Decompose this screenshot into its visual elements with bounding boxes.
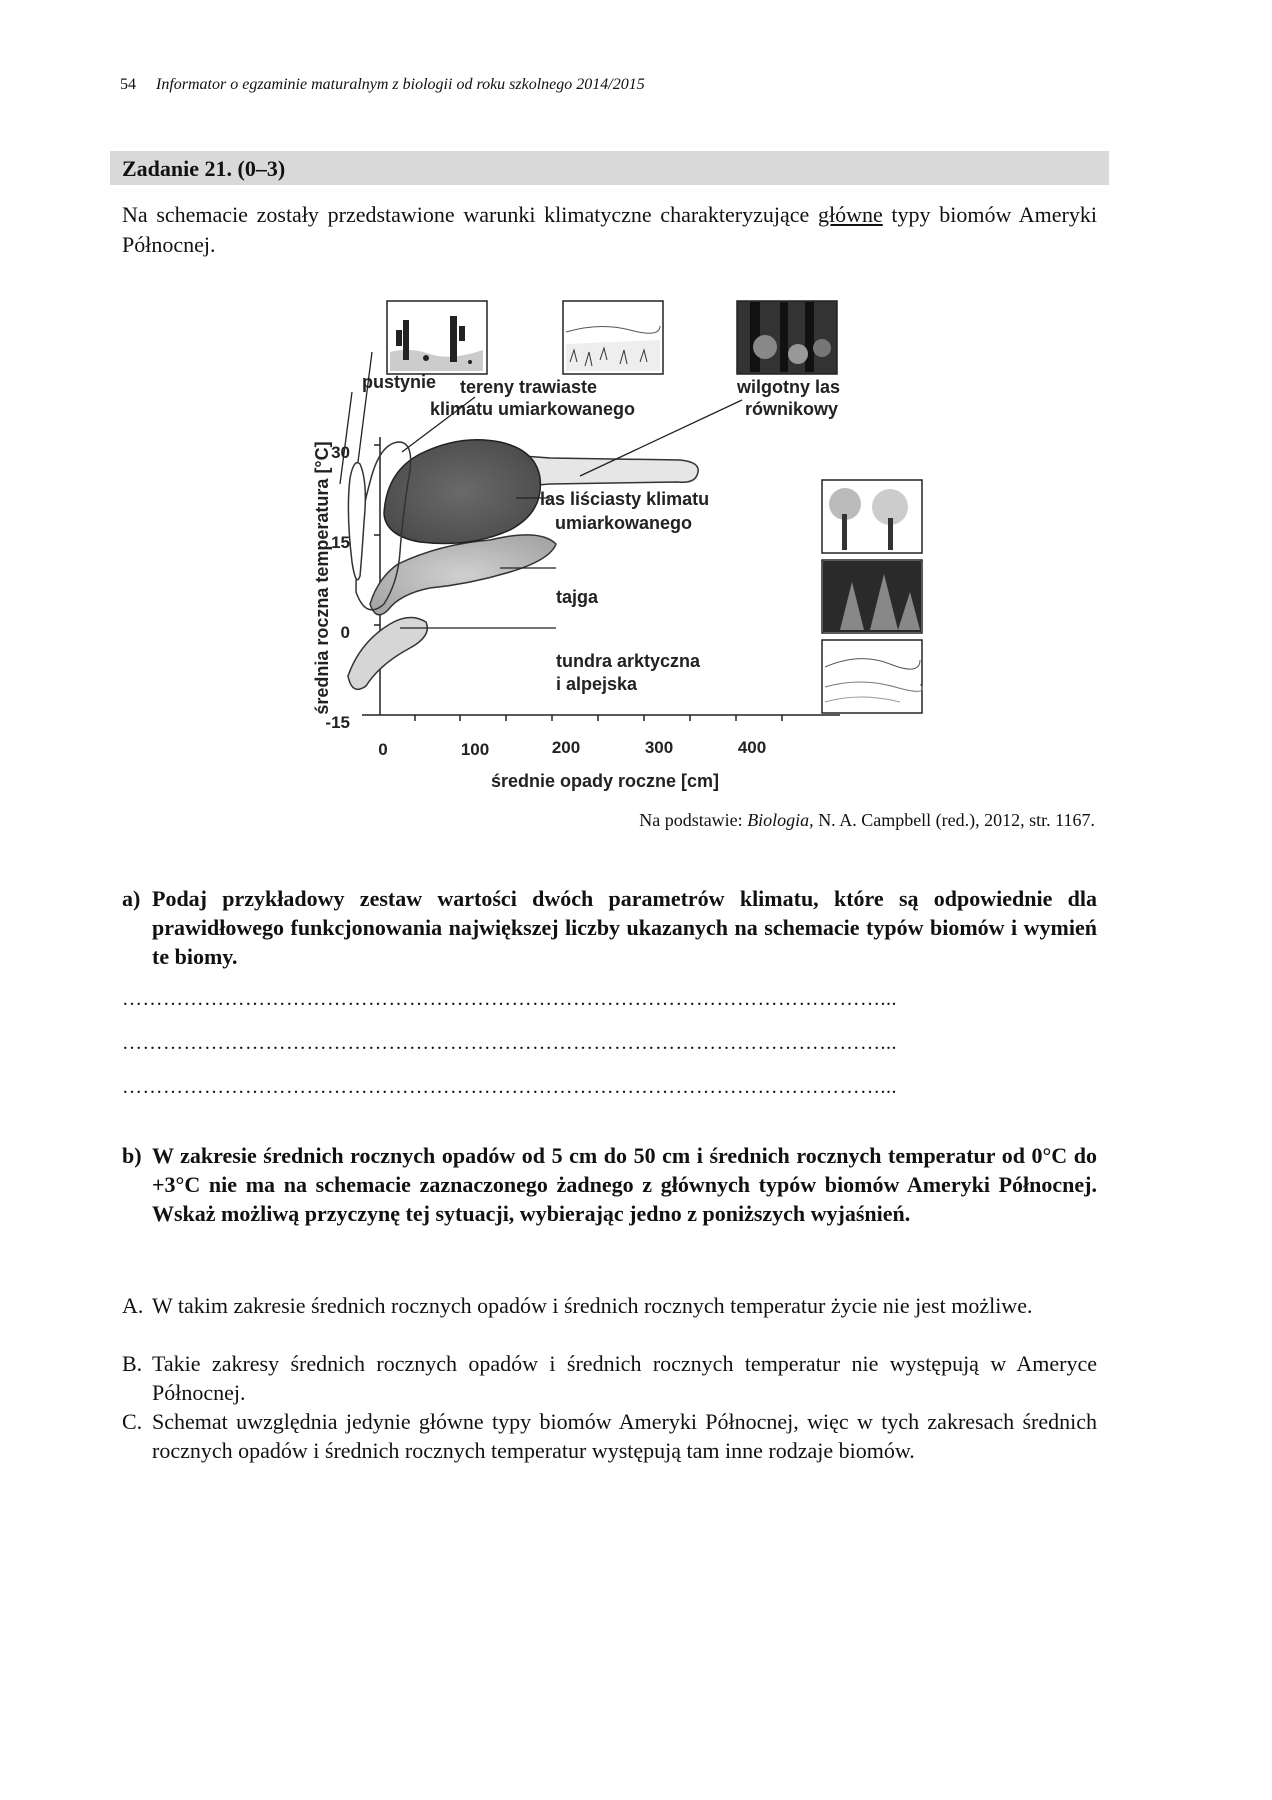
answer-line[interactable]: …………………………………………………………………………………………………... [122, 1076, 897, 1098]
answer-line[interactable]: …………………………………………………………………………………………………... [122, 988, 897, 1010]
header-title: Informator o egzaminie maturalnym z biologii od roku szkolnego 2014/2015 [156, 76, 645, 93]
option-letter: C. [122, 1409, 143, 1434]
taiga-region [370, 535, 556, 615]
question-a-text: Podaj przykładowy zestaw wartości dwóch parametrów klimatu, które są odpowiednie dla prawidłowego funkcjonowania największej liczby ukazanych na schemacie typów biomów i wymień te biomy. [152, 886, 1097, 969]
task-title: Zadanie 21. (0–3) [122, 156, 286, 181]
option-letter: A. [122, 1293, 144, 1318]
label-rainforest-2: równikowy [745, 399, 839, 419]
x-axis-label: średnie opady roczne [cm] [490, 771, 720, 791]
option-text: Takie zakresy średnich rocznych opadów i średnich rocznych temperatur nie występują w Ameryce Północnej. [152, 1351, 1097, 1405]
desert-region [348, 463, 365, 580]
label-taiga: tajga [556, 587, 599, 607]
x-tick-label: 300 [644, 738, 674, 757]
option-text: W takim zakresie średnich rocznych opadów i średnich rocznych temperatur życie nie jest możliwe. [152, 1293, 1033, 1318]
y-axis-label: średnia roczna temperatura [°C] [312, 441, 332, 715]
question-b-letter: b) [122, 1143, 142, 1168]
label-deserts: pustynie [362, 372, 437, 392]
label-grassland-1: tereny trawiaste [460, 377, 598, 397]
page-header [120, 76, 645, 94]
x-tick-label: 100 [460, 740, 490, 759]
x-tick-label: 200 [551, 738, 581, 757]
y-tick-label: 30 [331, 443, 350, 462]
question-b-text: W zakresie średnich rocznych opadów od 5 cm do 50 cm i średnich rocznych temperatur od 0°C do +3°C nie ma na schemacie zaznaczonego żadnego z głównych typów biomów Ameryki Północnej. Wskaż możliwą przyczynę tej sytuacji, wybierając jedno z poniższych wyjaśnień. [152, 1143, 1097, 1226]
option-c[interactable] [122, 1407, 1097, 1465]
tundra-illustration-icon [822, 640, 922, 713]
deciduous-forest-illustration-icon [822, 480, 922, 553]
option-b[interactable] [122, 1349, 1097, 1407]
answer-line[interactable]: …………………………………………………………………………………………………... [122, 1032, 897, 1054]
desert-illustration-icon [387, 301, 487, 374]
question-a-letter: a) [122, 886, 141, 911]
label-tundra-1: tundra arktyczna [556, 651, 701, 671]
figure-source: Na podstawie: Biologia, N. A. Campbell (red.), 2012, str. 1167. [639, 810, 1095, 830]
grassland-illustration-icon [563, 301, 663, 374]
x-tick-label: 400 [737, 738, 767, 757]
y-tick-label: 0 [340, 623, 350, 642]
task-intro: Na schemacie zostały przedstawione warunki klimatyczne charakteryzujące główne typy biomów Ameryki Północnej. [122, 202, 1097, 257]
label-tundra-2: i alpejska [556, 674, 638, 694]
taiga-illustration-icon [822, 560, 922, 633]
y-tick-label: -15 [325, 713, 350, 732]
question-b [122, 1141, 1097, 1228]
task-title-bar [110, 151, 1109, 185]
label-grassland-2: klimatu umiarkowanego [430, 399, 636, 419]
page-number: 54 [120, 76, 136, 93]
option-a[interactable] [122, 1291, 1097, 1320]
y-tick-label: 15 [331, 533, 350, 552]
biome-diagram [300, 292, 960, 804]
label-deciduous-1: las liściasty klimatu [540, 489, 710, 509]
label-rainforest-1: wilgotny las [737, 377, 841, 397]
underlined-word: główne [817, 202, 883, 227]
option-letter: B. [122, 1351, 143, 1376]
deciduous-forest-region [384, 440, 540, 544]
rainforest-illustration-icon [737, 301, 837, 374]
label-deciduous-2: umiarkowanego [555, 513, 693, 533]
question-a [122, 884, 1097, 971]
option-text: Schemat uwzględnia jedynie główne typy biomów Ameryki Północnej, więc w tych zakresach średnich rocznych opadów i średnich rocznych temperatur występują tam inne rodzaje biomów. [152, 1409, 1097, 1463]
x-tick-label: 0 [378, 740, 388, 759]
